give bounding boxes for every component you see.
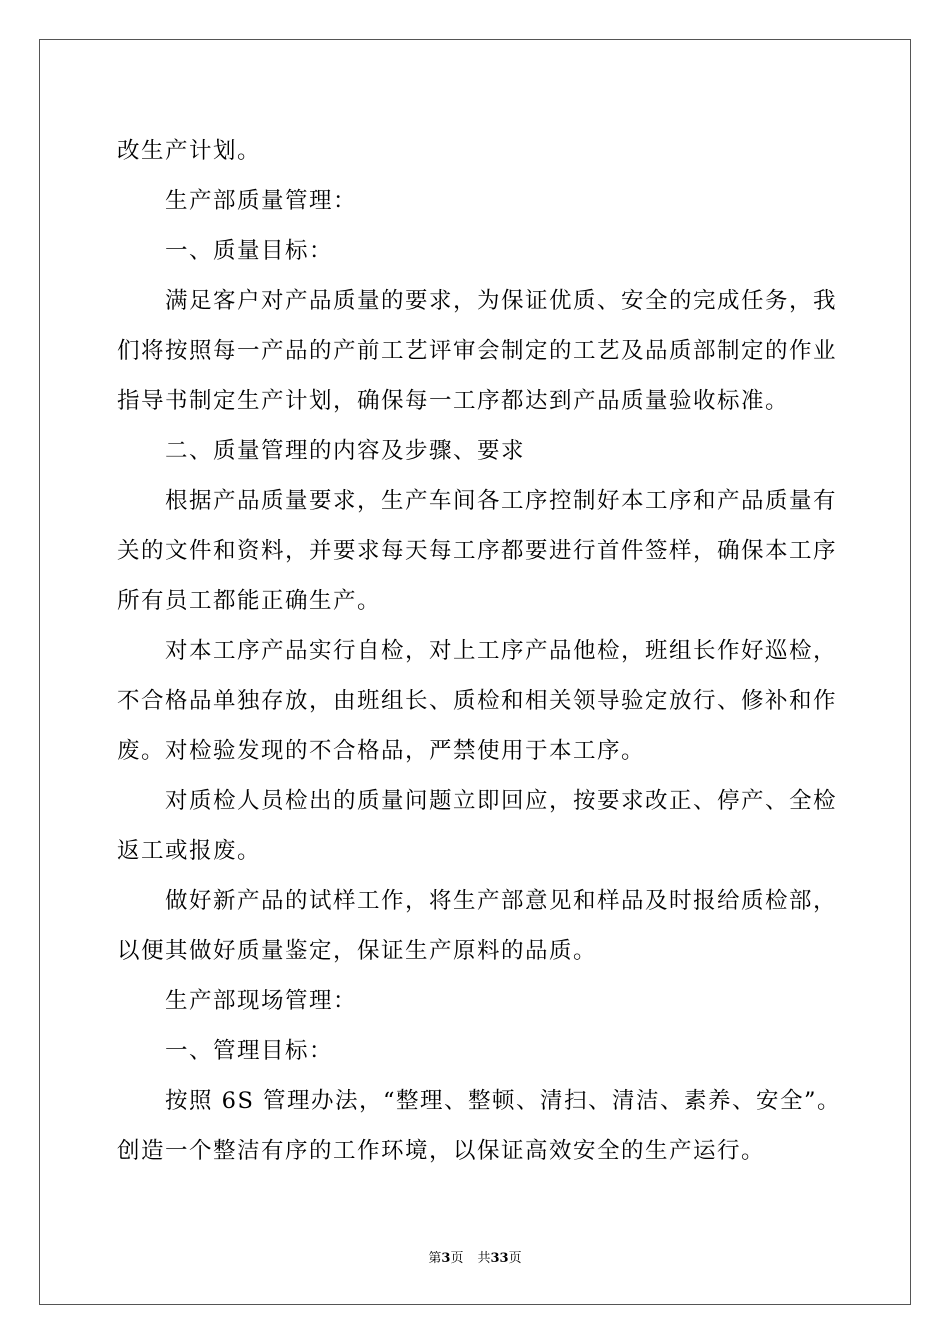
document-body (117, 126, 842, 1176)
paragraph-line: 一、管理目标： (165, 1038, 334, 1064)
page-suffix: 页 (450, 1251, 464, 1266)
paragraph-line: 不合格品单独存放，由班组长、质检和相关领导验定放行、修补和作 (117, 688, 838, 714)
paragraph-line: 对质检人员检出的质量问题立即回应，按要求改正、停产、全检 (165, 788, 838, 814)
paragraph-line: 根据产品质量要求，生产车间各工序控制好本工序和产品质量有 (165, 488, 838, 514)
page-prefix: 第 (428, 1251, 442, 1266)
total-prefix: 共 (477, 1251, 491, 1266)
page-footer (0, 1247, 950, 1266)
paragraph-line: 指导书制定生产计划，确保每一工序都达到产品质量验收标准。 (117, 388, 790, 414)
paragraph-line: 满足客户对产品质量的要求，为保证优质、安全的完成任务，我 (165, 288, 838, 314)
paragraph-line: 关的文件和资料，并要求每天每工序都要进行首件签样，确保本工序 (117, 538, 838, 564)
total-pages: 33 (490, 1251, 509, 1266)
paragraph-line: 做好新产品的试样工作，将生产部意见和样品及时报给质检部， (165, 888, 838, 914)
paragraph-line: 二、质量管理的内容及步骤、要求 (165, 438, 526, 464)
total-suffix: 页 (508, 1251, 522, 1266)
paragraph-line: 们将按照每一产品的产前工艺评审会制定的工艺及品质部制定的作业 (117, 338, 838, 364)
paragraph-line: 按照 6S 管理办法，“整理、整顿、清扫、清洁、素养、安全”。 (165, 1088, 842, 1114)
paragraph-line: 返工或报废。 (117, 838, 262, 864)
paragraph-line: 生产部质量管理： (165, 188, 358, 214)
paragraph-line: 生产部现场管理： (165, 988, 358, 1014)
paragraph-line: 创造一个整洁有序的工作环境，以保证高效安全的生产运行。 (117, 1138, 766, 1164)
paragraph-line: 改生产计划。 (117, 138, 262, 164)
paragraph-line: 所有员工都能正确生产。 (117, 588, 382, 614)
paragraph-line: 废。对检验发现的不合格品，严禁使用于本工序。 (117, 738, 646, 764)
page-number: 3 (441, 1251, 451, 1266)
paragraph-line: 一、质量目标： (165, 238, 334, 264)
paragraph-line: 以便其做好质量鉴定，保证生产原料的品质。 (117, 938, 598, 964)
paragraph-line: 对本工序产品实行自检，对上工序产品他检，班组长作好巡检， (165, 638, 838, 664)
